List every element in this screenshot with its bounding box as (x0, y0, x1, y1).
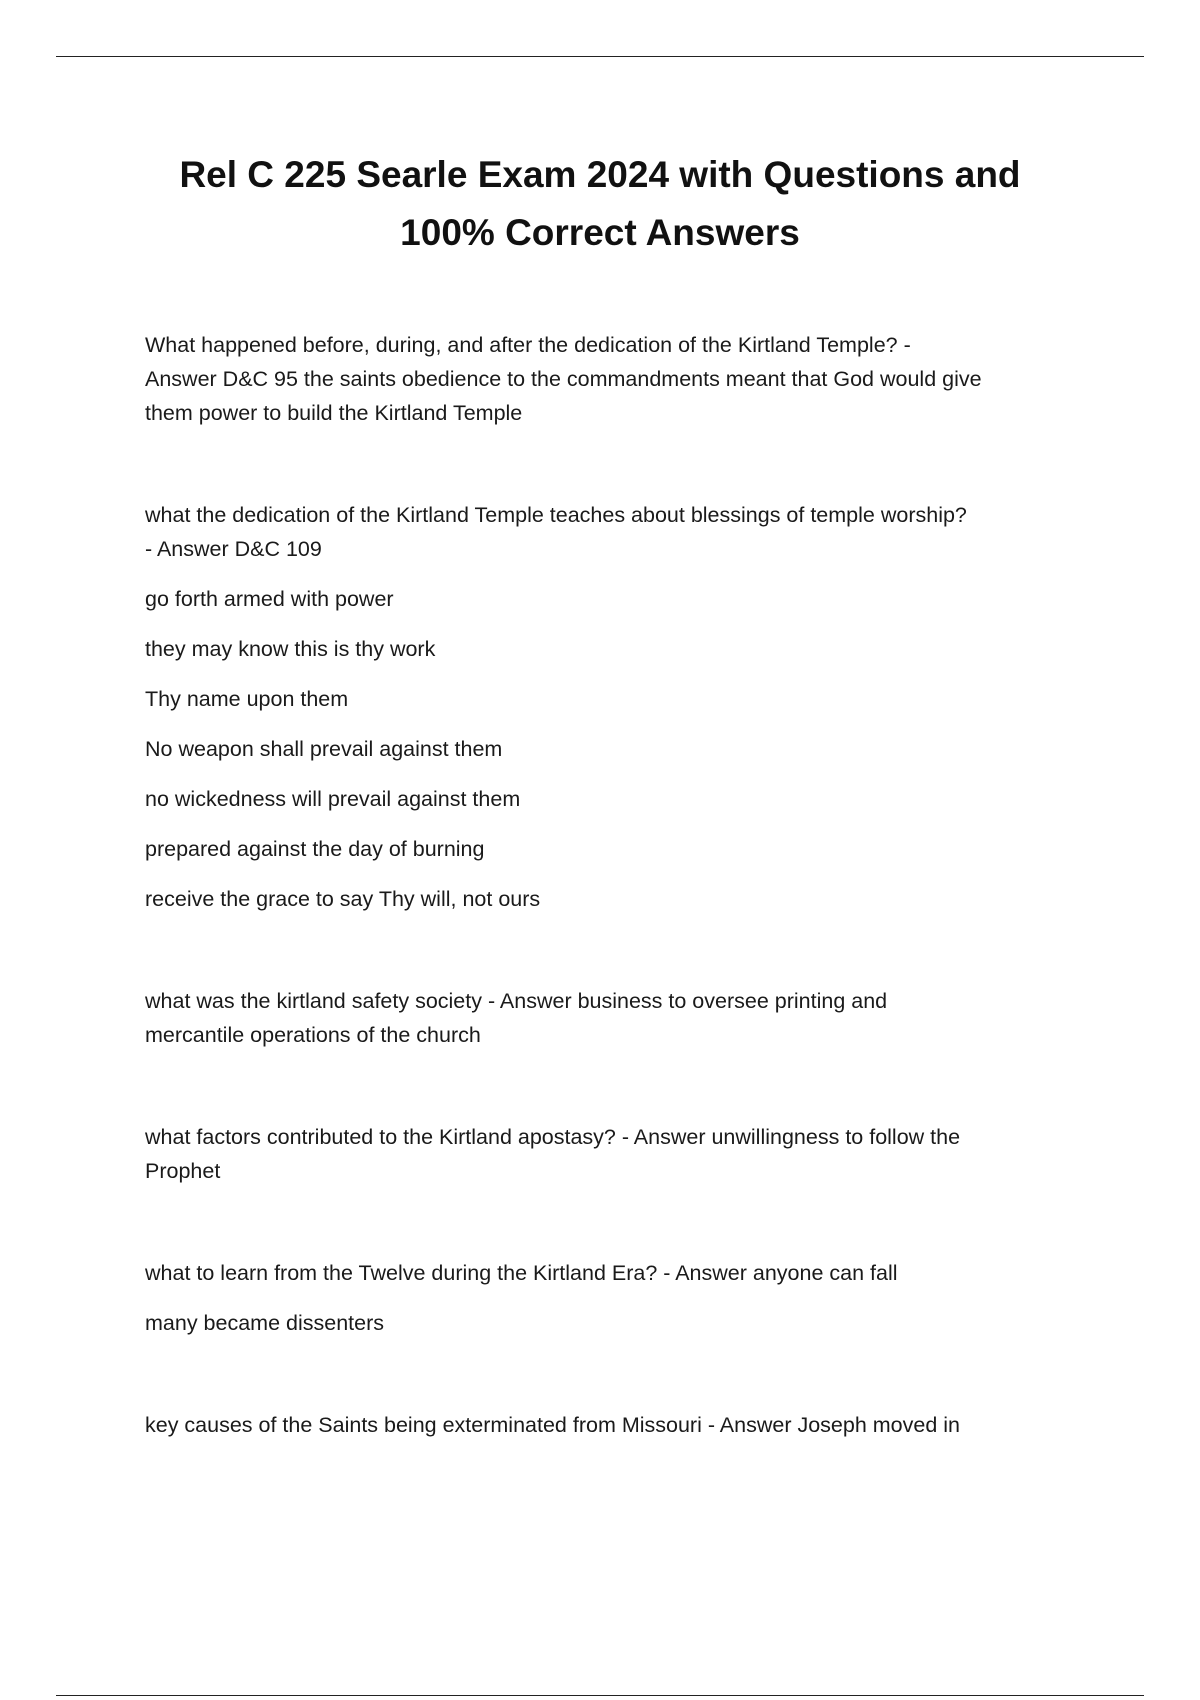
answer-item: no wickedness will prevail against them (145, 787, 521, 811)
answer-line: Answer D&C 95 the saints obedience to the commandments meant that God would give (145, 367, 982, 391)
question-line: what the dedication of the Kirtland Temple teaches about blessings of temple worship? (145, 503, 967, 527)
answer-item: Thy name upon them (145, 687, 349, 711)
question-line: key causes of the Saints being exterminated from Missouri - Answer Joseph moved in (145, 1413, 960, 1437)
document-body (145, 328, 1085, 1442)
qa-entry (145, 328, 1085, 430)
answer-line: them power to build the Kirtland Temple (145, 401, 523, 425)
qa-entry (145, 1408, 1085, 1442)
answer-item: prepared against the day of burning (145, 837, 485, 861)
top-rule (56, 56, 1144, 57)
answer-line: Prophet (145, 1159, 221, 1183)
qa-entry (145, 984, 1085, 1052)
answer-item: No weapon shall prevail against them (145, 737, 503, 761)
answer-item: they may know this is thy work (145, 637, 436, 661)
qa-entry (145, 1120, 1085, 1188)
question-line: what factors contributed to the Kirtland apostasy? - Answer unwillingness to follow the (145, 1125, 961, 1149)
answer-item: go forth armed with power (145, 587, 394, 611)
answer-line: - Answer D&C 109 (145, 537, 322, 561)
question-line: what to learn from the Twelve during the Kirtland Era? - Answer anyone can fall (145, 1261, 898, 1285)
answer-line: mercantile operations of the church (145, 1023, 481, 1047)
qa-entry (145, 1256, 1085, 1340)
bottom-rule (56, 1695, 1144, 1696)
answer-item: many became dissenters (145, 1311, 384, 1335)
answer-item: receive the grace to say Thy will, not ours (145, 887, 541, 911)
qa-entry (145, 498, 1085, 916)
question-line: What happened before, during, and after the dedication of the Kirtland Temple? - (145, 333, 911, 357)
question-line: what was the kirtland safety society - Answer business to oversee printing and (145, 989, 888, 1013)
document-title: Rel C 225 Searle Exam 2024 with Questions and 100% Correct Answers (179, 154, 1021, 253)
